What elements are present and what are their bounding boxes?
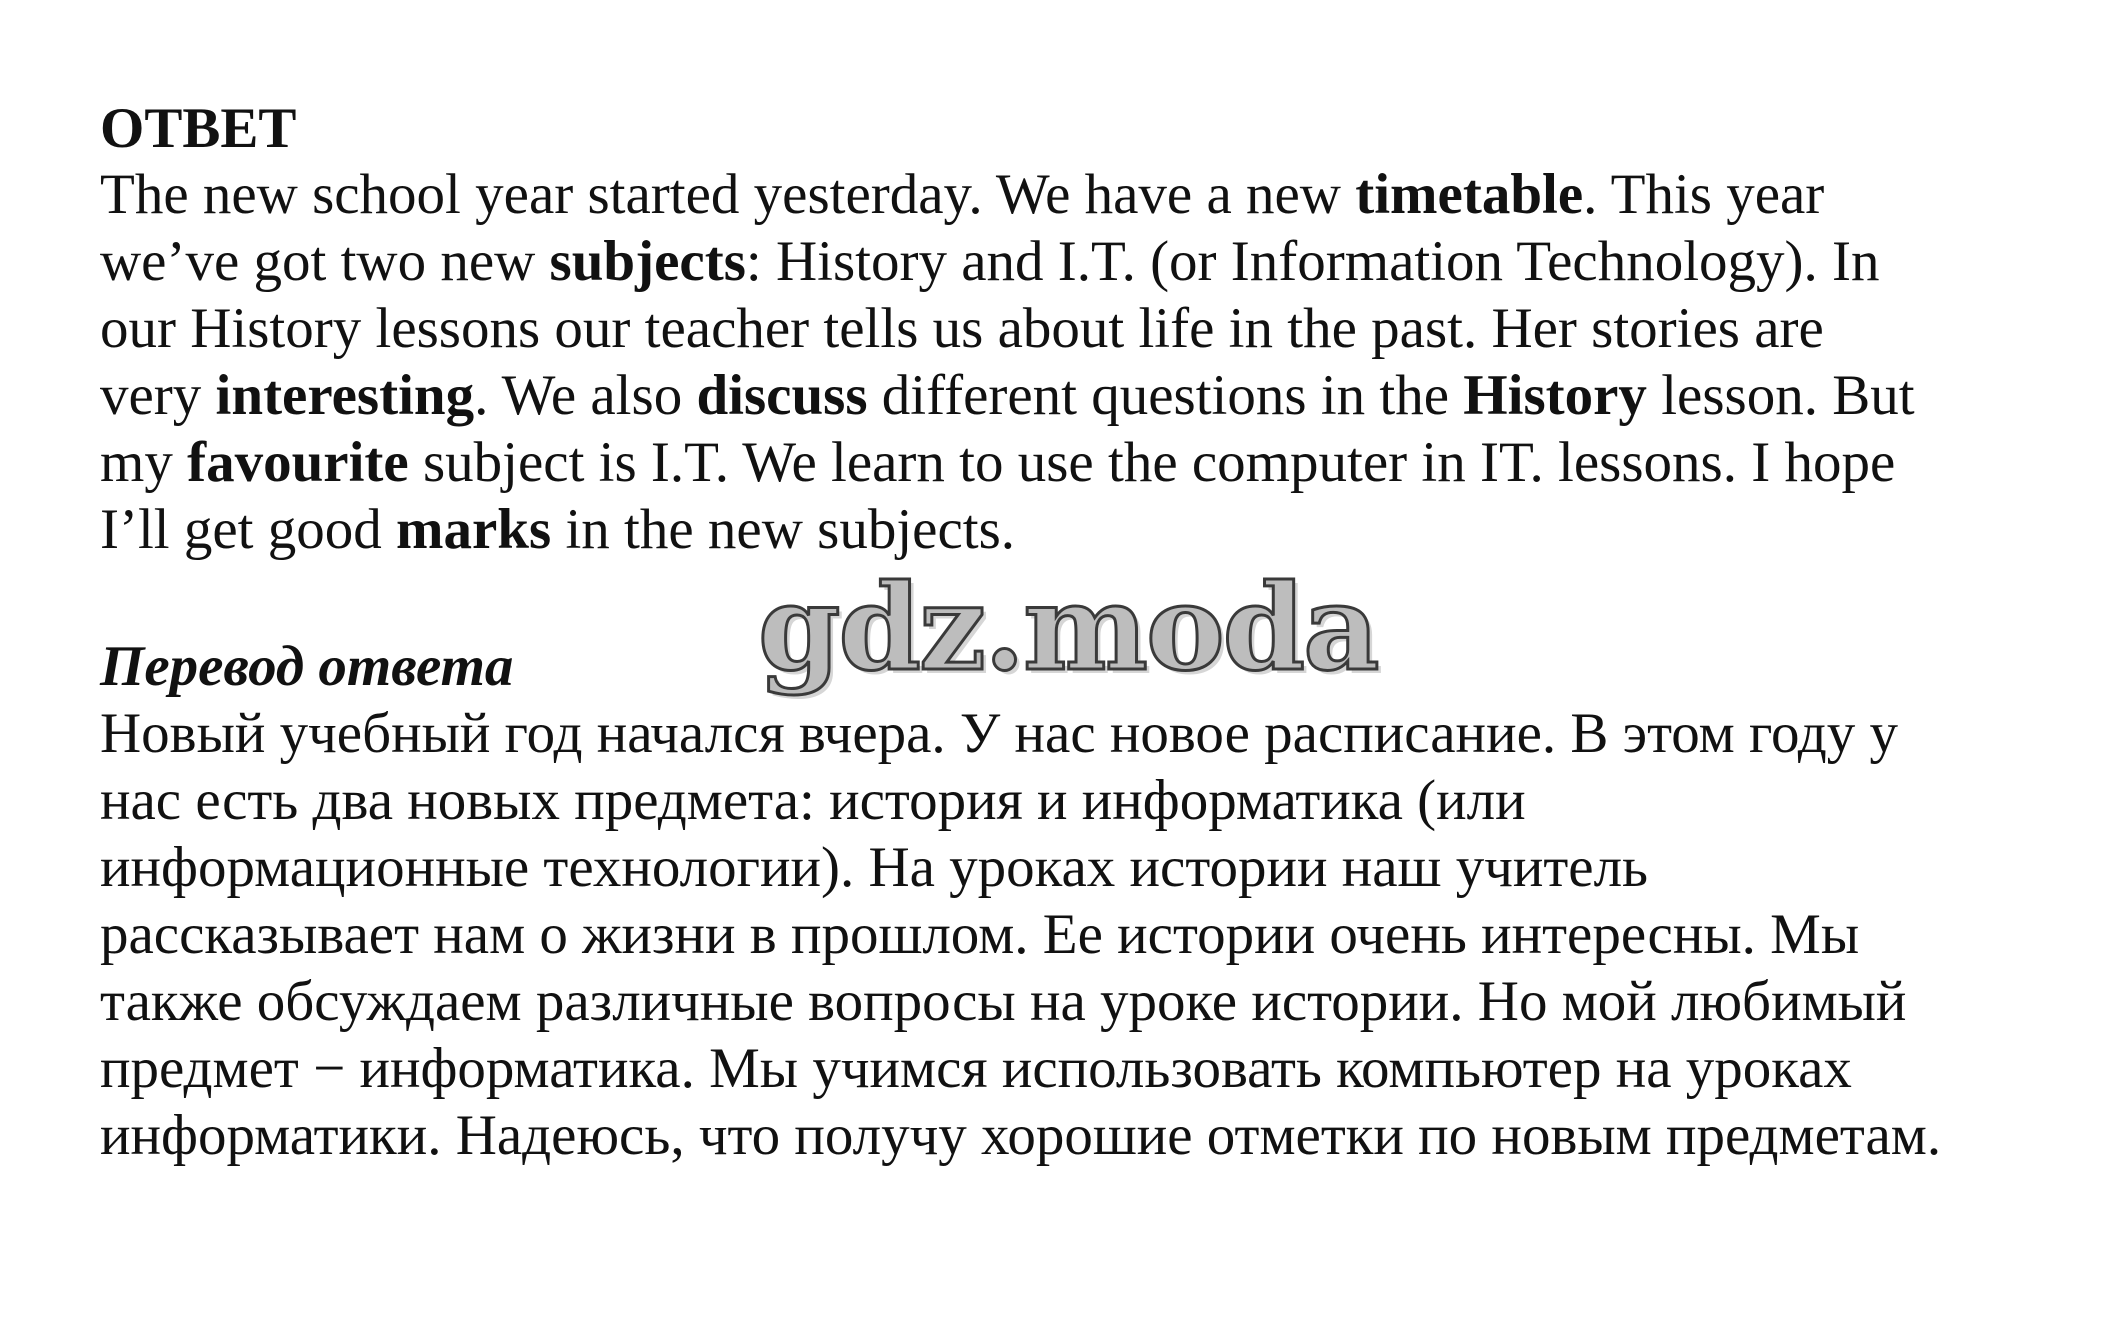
keyword-discuss: discuss (696, 364, 868, 427)
russian-line-7: информатики. Надеюсь, что получу хорошие отметки по новым предметам. (100, 1104, 1942, 1167)
keyword-subjects: subjects (549, 230, 746, 293)
keyword-interesting: interesting (215, 364, 475, 427)
english-line-1 (100, 161, 1824, 229)
answer-heading: ОТВЕТ (100, 97, 297, 160)
text-run: we’ve got two new (100, 230, 550, 293)
russian-line-3: информационные технологии). На уроках истории наш учитель (100, 836, 1649, 899)
text-run: . This year (1583, 163, 1825, 226)
russian-line-4: рассказывает нам о жизни в прошлом. Ее истории очень интересны. Мы (100, 903, 1860, 966)
translation-heading: Перевод ответа (100, 635, 514, 698)
text-run: subject is I.T. We learn to use the computer in IT. lessons. I hope (408, 431, 1896, 494)
english-line-4 (100, 362, 1915, 430)
keyword-marks: marks (396, 498, 552, 561)
keyword-history: History (1463, 364, 1647, 427)
english-line-2 (100, 228, 1880, 296)
text-run: The new school year started yesterday. We have a new (100, 163, 1356, 226)
text-run: : History and I.T. (or Information Technology). In (745, 230, 1880, 293)
text-run: . We also (474, 364, 697, 427)
text-run: I’ll get good (100, 498, 397, 561)
text-run: my (100, 431, 188, 494)
text-run: our History lessons our teacher tells us about life in the past. Her stories are (100, 297, 1824, 360)
text-run: lesson. But (1646, 364, 1915, 427)
text-run: very (100, 364, 216, 427)
russian-line-1: Новый учебный год начался вчера. У нас новое расписание. В этом году у (100, 702, 1899, 765)
keyword-favourite: favourite (187, 431, 409, 494)
russian-line-2: нас есть два новых предмета: история и информатика (или (100, 769, 1526, 832)
russian-line-5: также обсуждаем различные вопросы на уроке истории. Но мой любимый (100, 970, 1907, 1033)
english-line-5 (100, 429, 1895, 497)
watermark-logo: gdz.moda (758, 558, 1378, 697)
russian-line-6: предмет − информатика. Мы учимся использовать компьютер на уроках (100, 1037, 1852, 1100)
english-line-6 (100, 496, 1015, 564)
text-run: in the new subjects. (551, 498, 1016, 561)
keyword-timetable: timetable (1355, 163, 1584, 226)
text-run: different questions in the (867, 364, 1464, 427)
english-line-3 (100, 295, 1824, 363)
